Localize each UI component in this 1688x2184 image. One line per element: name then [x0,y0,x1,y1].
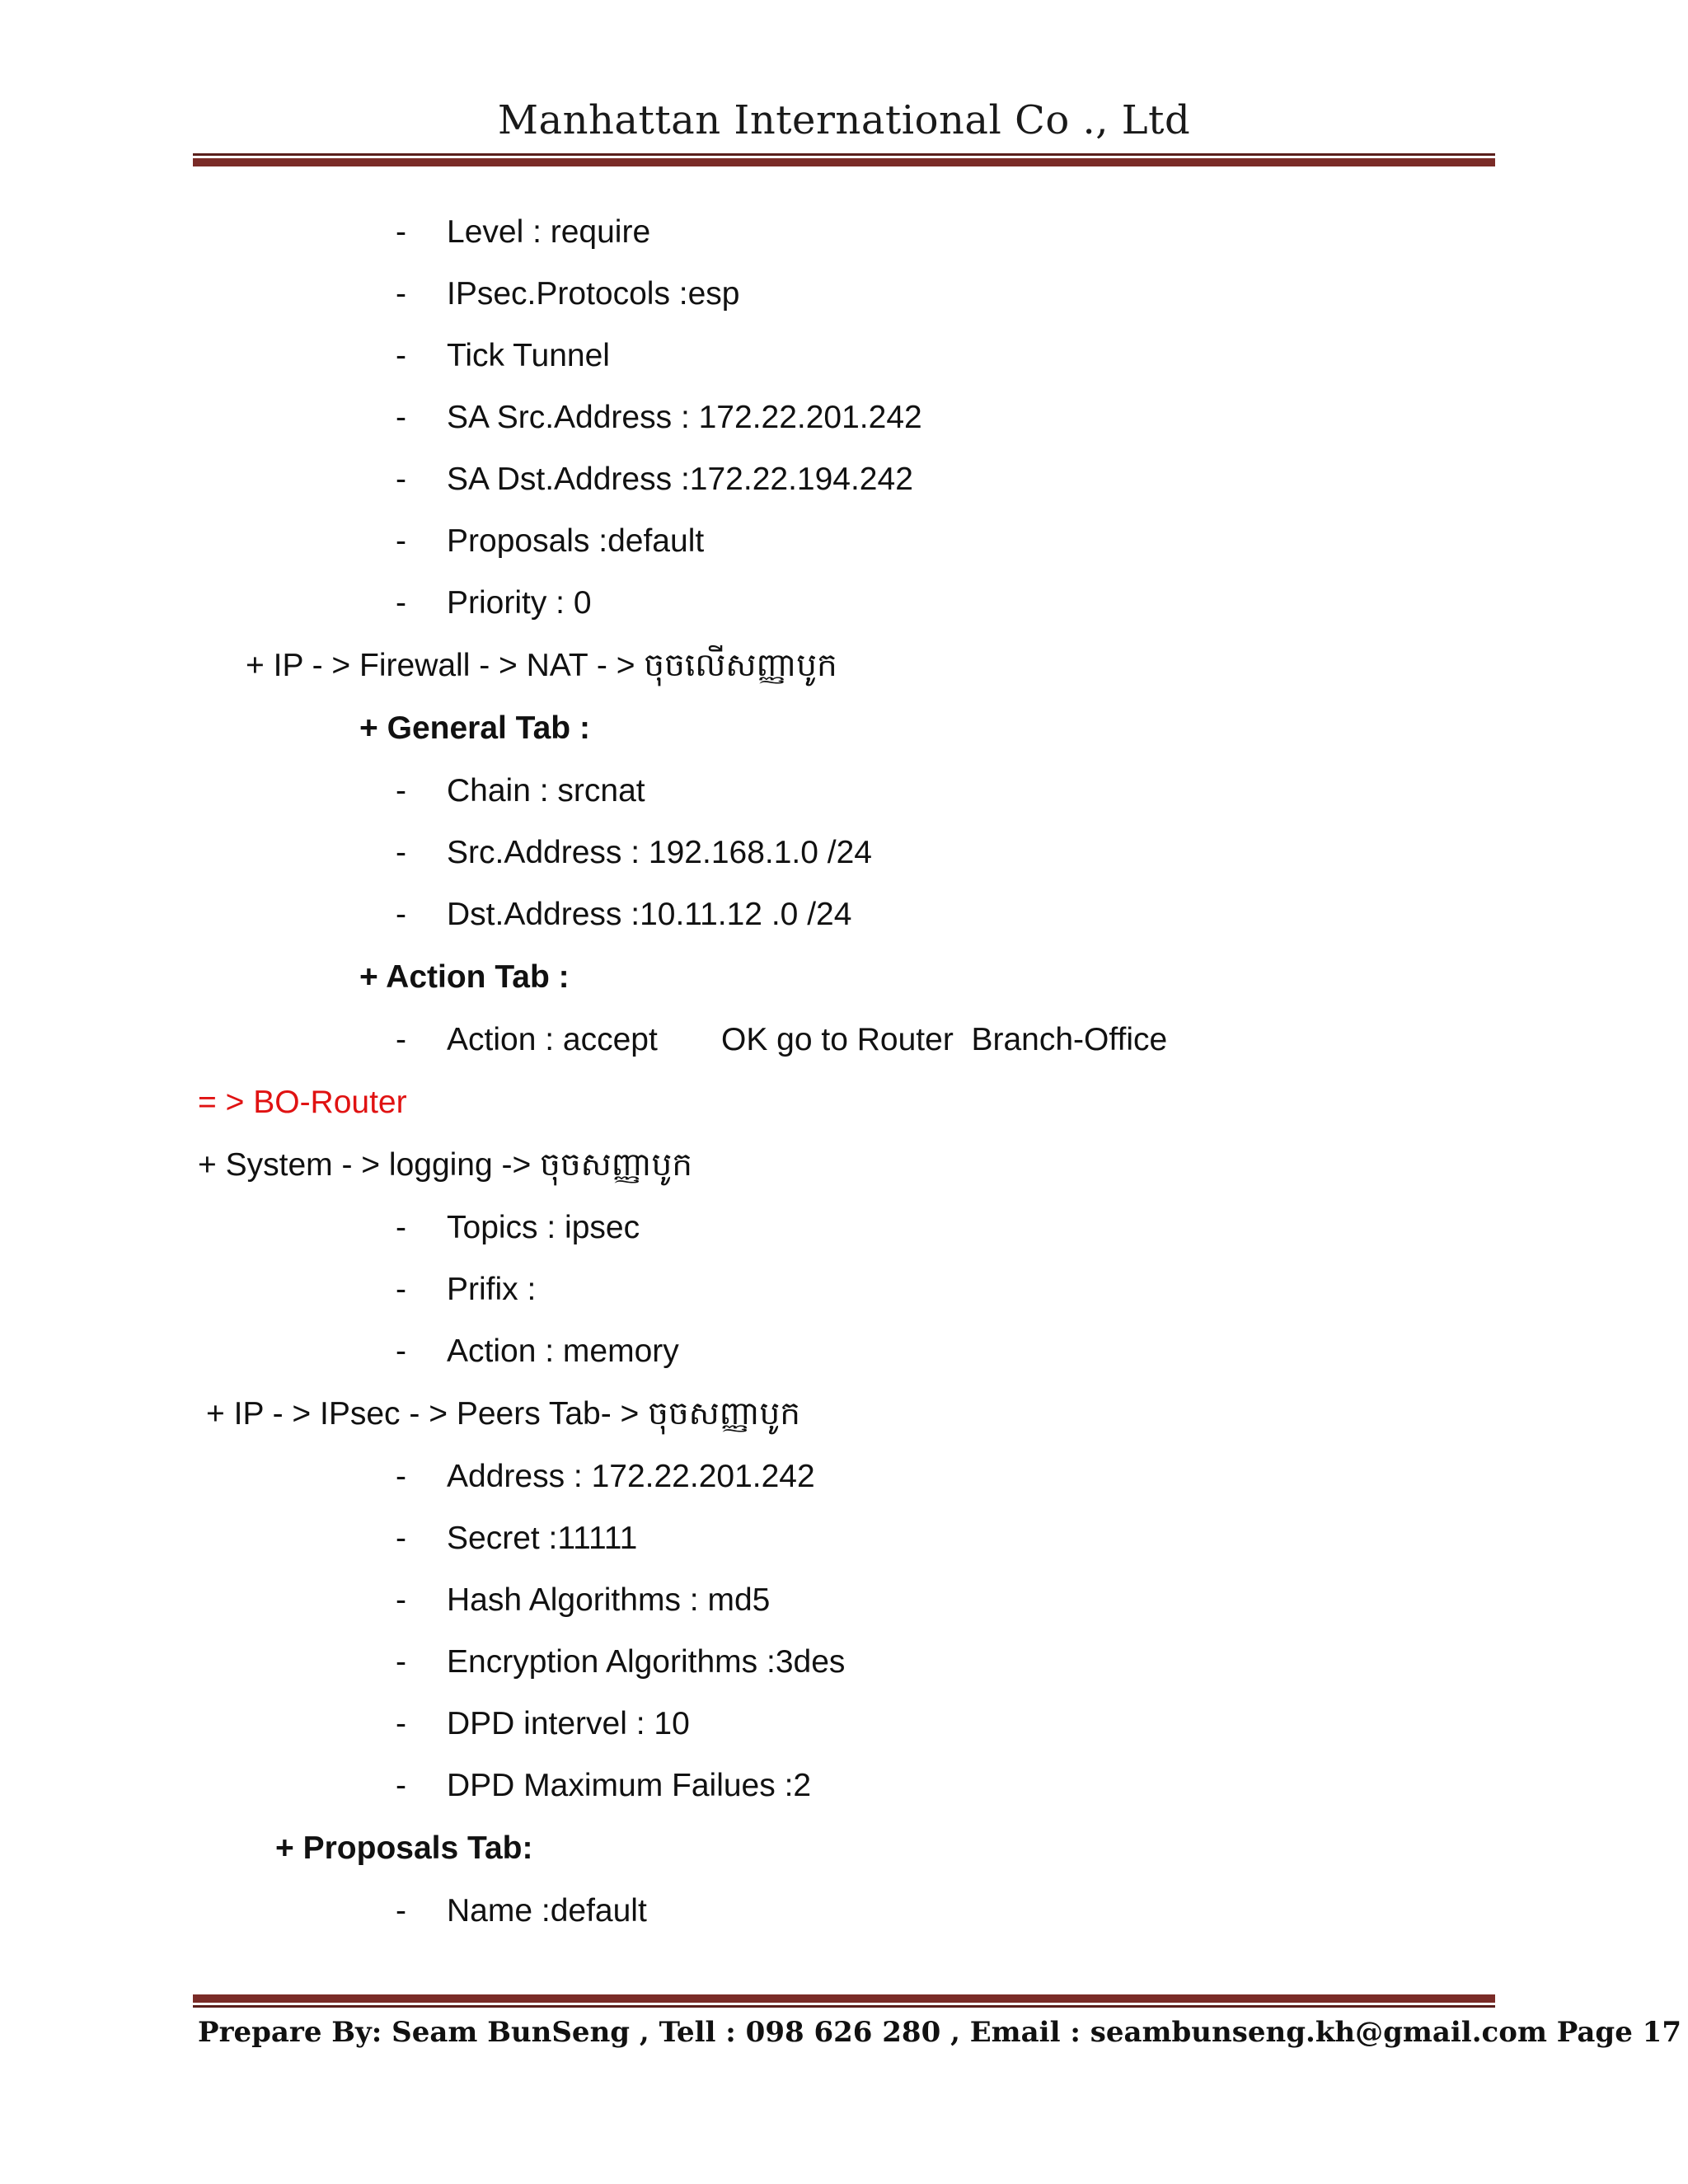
bullet-dash: - [396,897,406,932]
bullet-dash: - [396,400,406,435]
bullet-dash: - [396,835,406,870]
router-note: OK go to Router Branch-Office [721,1022,1168,1057]
subheading-proposals-tab: + Proposals Tab: [275,1830,533,1866]
company-title: Manhattan International Co ., Ltd [497,97,1191,143]
list-item: Encryption Algorithms :3des [447,1644,846,1680]
bullet-dash: - [396,276,406,312]
list-item: Src.Address : 192.168.1.0 /24 [447,835,872,870]
bullet-dash: - [396,1333,406,1369]
list-item: Prifix : [447,1272,537,1307]
bo-router-title: = > BO-Router [198,1085,407,1120]
bullet-dash: - [396,1022,406,1057]
bullet-dash: - [396,1521,406,1556]
header-rule-thin [193,153,1495,156]
footer-rule-thick [193,1994,1495,2003]
list-item: DPD intervel : 10 [447,1706,690,1741]
bullet-dash: - [396,338,406,373]
bullet-dash: - [396,462,406,497]
bullet-dash: - [396,1893,406,1929]
bullet-dash: - [396,1768,406,1803]
list-item: SA Src.Address : 172.22.201.242 [447,400,922,435]
list-item: Proposals :default [447,523,705,559]
bullet-dash: - [396,1582,406,1618]
bullet-dash: - [396,1272,406,1307]
list-item: Dst.Address :10.11.12 .0 /24 [447,897,852,932]
section-heading-logging: + System - > logging -> ចុចសញ្ញាបូក [198,1147,693,1183]
footer-rule-thin [193,2005,1495,2008]
list-item: SA Dst.Address :172.22.194.242 [447,462,913,497]
list-item: IPsec.Protocols :esp [447,276,740,312]
section-heading-ipsec-peers: + IP - > IPsec - > Peers Tab- > ចុចសញ្ញាបូក [206,1396,801,1432]
subheading-general-tab: + General Tab : [359,710,590,746]
bullet-dash: - [396,1459,406,1494]
list-item: Topics : ipsec [447,1210,640,1245]
list-item: Hash Algorithms : md5 [447,1582,771,1618]
section-heading-nat: + IP - > Firewall - > NAT - > ចុចលើសញ្ញាបូក [246,648,837,683]
list-item: Chain : srcnat [447,773,645,808]
list-item: Priority : 0 [447,585,592,621]
subheading-action-tab: + Action Tab : [359,959,570,995]
bullet-dash: - [396,1706,406,1741]
list-item: Tick Tunnel [447,338,610,373]
bullet-dash: - [396,1644,406,1680]
bullet-dash: - [396,773,406,808]
header-rule-thick [193,158,1495,166]
list-item: Name :default [447,1893,647,1929]
footer-text: Prepare By: Seam BunSeng , Tell : 098 626 280 , Email : seambunseng.kh@gmail.com Page 17 [198,2016,1681,2049]
list-item: Action : accept [447,1022,658,1057]
bullet-dash: - [396,214,406,250]
list-item: Level : require [447,214,651,250]
list-item: Address : 172.22.201.242 [447,1459,815,1494]
list-item: Action : memory [447,1333,679,1369]
bullet-dash: - [396,585,406,621]
bullet-dash: - [396,1210,406,1245]
list-item: Secret :11111 [447,1521,638,1556]
list-item: DPD Maximum Failues :2 [447,1768,812,1803]
bullet-dash: - [396,523,406,559]
